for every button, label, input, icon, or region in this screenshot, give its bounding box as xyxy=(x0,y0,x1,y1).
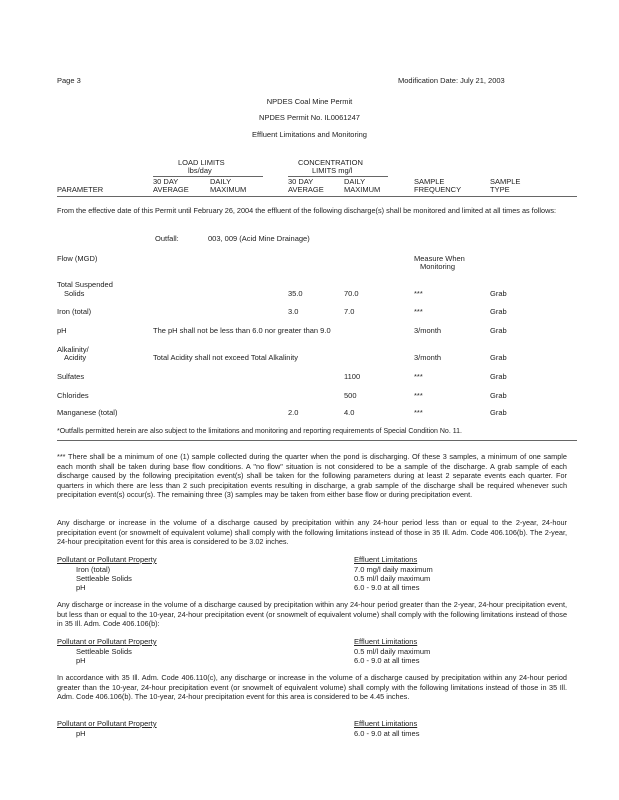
pollutant-name: pH xyxy=(76,729,86,738)
sample-type: Grab xyxy=(490,391,507,400)
col-sample-type: SAMPLE xyxy=(490,177,521,186)
col-daily-load: DAILY xyxy=(210,177,232,186)
param-name: Total Suspended xyxy=(57,280,113,289)
col-maximum-load: MAXIMUM xyxy=(210,185,247,194)
param-name: Chlorides xyxy=(57,391,89,400)
col-daily-conc: DAILY xyxy=(344,177,366,186)
sample-type: Grab xyxy=(490,307,507,316)
load-units: lbs/day xyxy=(188,166,212,175)
sampling-paragraph: *** There shall be a minimum of one (1) sample collected during the quarter when the pond is discharging. Of these 3 samples, a minimum of one sample each month shall be taken during base flow conditions. A "no flow" situation is not considered to be a sample of the discharge. A grab sample of each discharge caused by the following precipitation event(s) shall be taken for the following parameters during at least 2 separate events each quarter. For quarters in which there are less than 2 such precipitation events resulting in discharge, a grab sample of the discharge shall be required whenever such precipitation event(s) occur(s). The remaining three (3) samples may be taken from either base flow or during precipitation event. xyxy=(57,452,567,500)
permit-number: NPDES Permit No. IL0061247 xyxy=(259,113,360,122)
daily-max: 500 xyxy=(344,391,357,400)
col-30day-conc: 30 DAY xyxy=(288,177,314,186)
param-name: pH xyxy=(57,326,67,335)
sample-frequency: Measure When xyxy=(414,254,465,263)
avg-30day: 35.0 xyxy=(288,289,303,298)
section-title: Effluent Limitations and Monitoring xyxy=(252,130,367,139)
modification-date: Modification Date: July 21, 2003 xyxy=(398,76,505,85)
sample-type: Grab xyxy=(490,353,507,362)
pollutant-name: Settleable Solids xyxy=(76,647,132,656)
limitation-value: 7.0 mg/l daily maximum xyxy=(354,565,433,574)
param-note: Total Acidity shall not exceed Total Alkalinity xyxy=(153,353,298,362)
two-year-paragraph: Any discharge or increase in the volume of a discharge caused by precipitation within any 24-hour period less than or equal to the 2-year, 24-hour precipitation event (or snowmelt of equivalent volume) shall comply with the following limitations instead of those in 35 Ill. Adm. Code 406.106(b). The 2-year, 24-hour precipitation event for this area is considered to be 3.02 inches. xyxy=(57,518,567,547)
concentration-units: LIMITS mg/l xyxy=(312,166,353,175)
param-name-2: Acidity xyxy=(64,353,87,362)
sample-type: Grab xyxy=(490,326,507,335)
sample-frequency: *** xyxy=(414,289,423,298)
col-30day-load: 30 DAY xyxy=(153,177,179,186)
sample-frequency: *** xyxy=(414,408,423,417)
pollutant-name: Iron (total) xyxy=(76,565,111,574)
daily-max: 7.0 xyxy=(344,307,355,316)
daily-max: 70.0 xyxy=(344,289,359,298)
intro-text: From the effective date of this Permit until February 26, 2004 the effluent of the following discharge(s) shall be monitored and limited at all times as follows: xyxy=(57,206,557,215)
param-name: Iron (total) xyxy=(57,307,92,316)
sample-type: Grab xyxy=(490,408,507,417)
param-name: Manganese (total) xyxy=(57,408,118,417)
param-note: The pH shall not be less than 6.0 nor greater than 9.0 xyxy=(153,326,331,335)
col-average-load: AVERAGE xyxy=(153,185,189,194)
footnote: *Outfalls permitted herein are also subject to the limitations and monitoring and reporting requirements of Special Condition No. 11. xyxy=(57,428,462,435)
sample-frequency: 3/month xyxy=(414,326,442,335)
page-number: Page 3 xyxy=(57,76,81,85)
col-type: TYPE xyxy=(490,185,510,194)
col-frequency: FREQUENCY xyxy=(414,185,462,194)
pollutant-name: pH xyxy=(76,583,86,592)
daily-max: 1100 xyxy=(344,372,361,381)
sample-frequency-2: Monitoring xyxy=(420,262,456,271)
load-limits-header: LOAD LIMITS xyxy=(178,158,225,167)
permit-title: NPDES Coal Mine Permit xyxy=(266,97,353,106)
sample-frequency: *** xyxy=(414,307,423,316)
param-name: Alkalinity/ xyxy=(57,345,89,354)
outfall-value: 003, 009 (Acid Mine Drainage) xyxy=(208,234,310,243)
pollutant-name: Settleable Solids xyxy=(76,574,132,583)
over-ten-year-paragraph: In accordance with 35 Ill. Adm. Code 406.110(c), any discharge or increase in the volume of a discharge caused by precipitation within any 24-hour period greater than the 10-year, 24-hour precipitation event (or snowmelt of equivalent volume) shall comply with the following limitations instead of those in 35 Ill. Adm. Code 406.106(b). The 10-year, 24-hour precipitation event for this area is considered to be 4.45 inches. xyxy=(57,673,567,702)
limitation-value: 0.5 ml/l daily maximum xyxy=(354,574,431,583)
limitations-heading: Effluent Limitations xyxy=(354,555,418,564)
sample-frequency: 3/month xyxy=(414,353,442,362)
avg-30day: 3.0 xyxy=(288,307,299,316)
pollutant-heading: Pollutant or Pollutant Property xyxy=(57,637,157,646)
daily-max: 4.0 xyxy=(344,408,355,417)
param-name-2: Solids xyxy=(64,289,85,298)
limitation-value: 6.0 - 9.0 at all times xyxy=(354,583,420,592)
sample-type: Grab xyxy=(490,372,507,381)
col-sample-freq: SAMPLE xyxy=(414,177,445,186)
sample-frequency: *** xyxy=(414,372,423,381)
limitation-value: 6.0 - 9.0 at all times xyxy=(354,729,420,738)
sample-frequency: *** xyxy=(414,391,423,400)
limitations-heading: Effluent Limitations xyxy=(354,637,418,646)
col-average-conc: AVERAGE xyxy=(288,185,324,194)
col-parameter: PARAMETER xyxy=(57,185,104,194)
col-maximum-conc: MAXIMUM xyxy=(344,185,381,194)
pollutant-heading: Pollutant or Pollutant Property xyxy=(57,555,157,564)
ten-year-paragraph: Any discharge or increase in the volume of a discharge caused by precipitation within any 24-hour period greater than the 2-year, 24-hour precipitation event, but less than or equal to the 10-year, 24-hour precipitation event (or snowmelt of equivalent volume) shall comply with the following limitations instead of those in 35 Ill. Adm. Code 406.106(b): xyxy=(57,600,567,629)
param-name: Flow (MGD) xyxy=(57,254,98,263)
pollutant-heading: Pollutant or Pollutant Property xyxy=(57,719,157,728)
limitation-value: 0.5 ml/l daily maximum xyxy=(354,647,431,656)
outfall-label: Outfall: xyxy=(155,234,179,243)
limitation-value: 6.0 - 9.0 at all times xyxy=(354,656,420,665)
concentration-header: CONCENTRATION xyxy=(298,158,363,167)
limitations-heading: Effluent Limitations xyxy=(354,719,418,728)
pollutant-name: pH xyxy=(76,656,86,665)
sample-type: Grab xyxy=(490,289,507,298)
param-name: Sulfates xyxy=(57,372,85,381)
avg-30day: 2.0 xyxy=(288,408,299,417)
